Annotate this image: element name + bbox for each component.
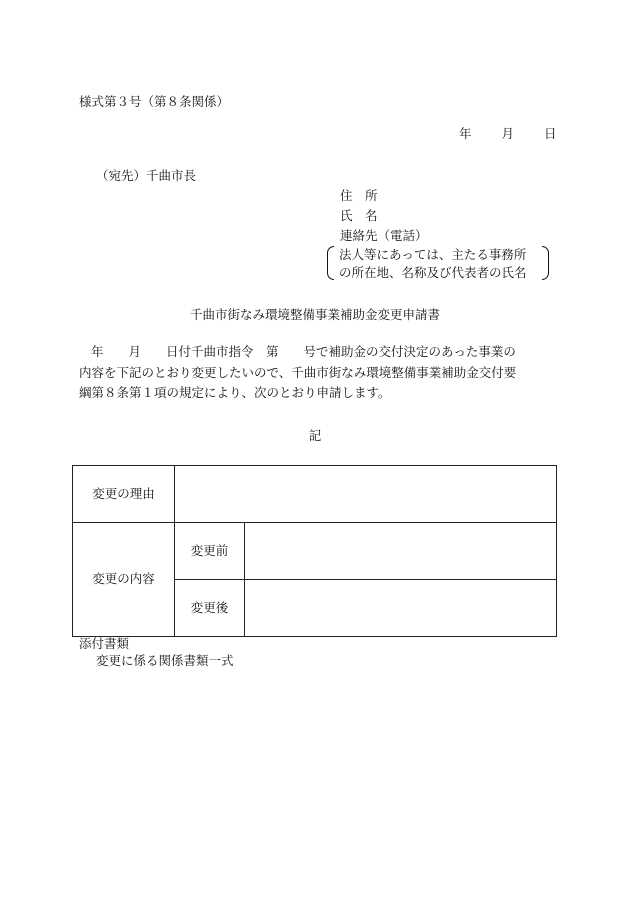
before-label: 変更前 — [175, 523, 245, 580]
after-field[interactable] — [245, 580, 557, 637]
applicant-address-label: 住 所 — [340, 188, 378, 203]
date-month: 月 — [501, 126, 515, 141]
applicant-contact-label: 連絡先（電話） — [340, 228, 428, 243]
reason-label: 変更の理由 — [73, 466, 175, 523]
left-bracket — [327, 246, 334, 280]
attachments-item: 変更に係る関係書類一式 — [96, 653, 234, 668]
after-label: 変更後 — [175, 580, 245, 637]
reason-field[interactable] — [175, 466, 557, 523]
form-number: 様式第３号（第８条関係） — [79, 94, 230, 109]
body-line1: 年 月 日付千曲市指令 第 号で補助金の交付決定のあった事業の — [91, 344, 516, 359]
before-field[interactable] — [245, 523, 557, 580]
body-line3: 綱第８条第１項の規定により、次のとおり申請します。 — [79, 385, 391, 400]
applicant-name-label: 氏 名 — [340, 208, 378, 223]
corporate-note — [327, 245, 549, 283]
corporate-note-line1: 法人等にあっては、主たる事務所 — [339, 247, 527, 262]
document-title: 千曲市街なみ環境整備事業補助金変更申請書 — [189, 307, 440, 322]
attachments-heading: 添付書類 — [79, 636, 130, 651]
date-day: 日 — [544, 126, 557, 141]
date-line — [459, 128, 557, 141]
corporate-note-line2: の所在地、名称及び代表者の氏名 — [339, 265, 527, 280]
date-year: 年 — [459, 126, 472, 141]
right-bracket — [542, 246, 549, 280]
ki-heading: 記 — [308, 428, 322, 443]
body-line2: 内容を下記のとおり変更したいので、千曲市街なみ環境整備事業補助金交付要 — [79, 364, 517, 380]
change-table — [72, 465, 557, 637]
addressee: （宛先）千曲市長 — [96, 168, 197, 183]
content-label: 変更の内容 — [73, 523, 175, 637]
body-text — [79, 346, 559, 408]
